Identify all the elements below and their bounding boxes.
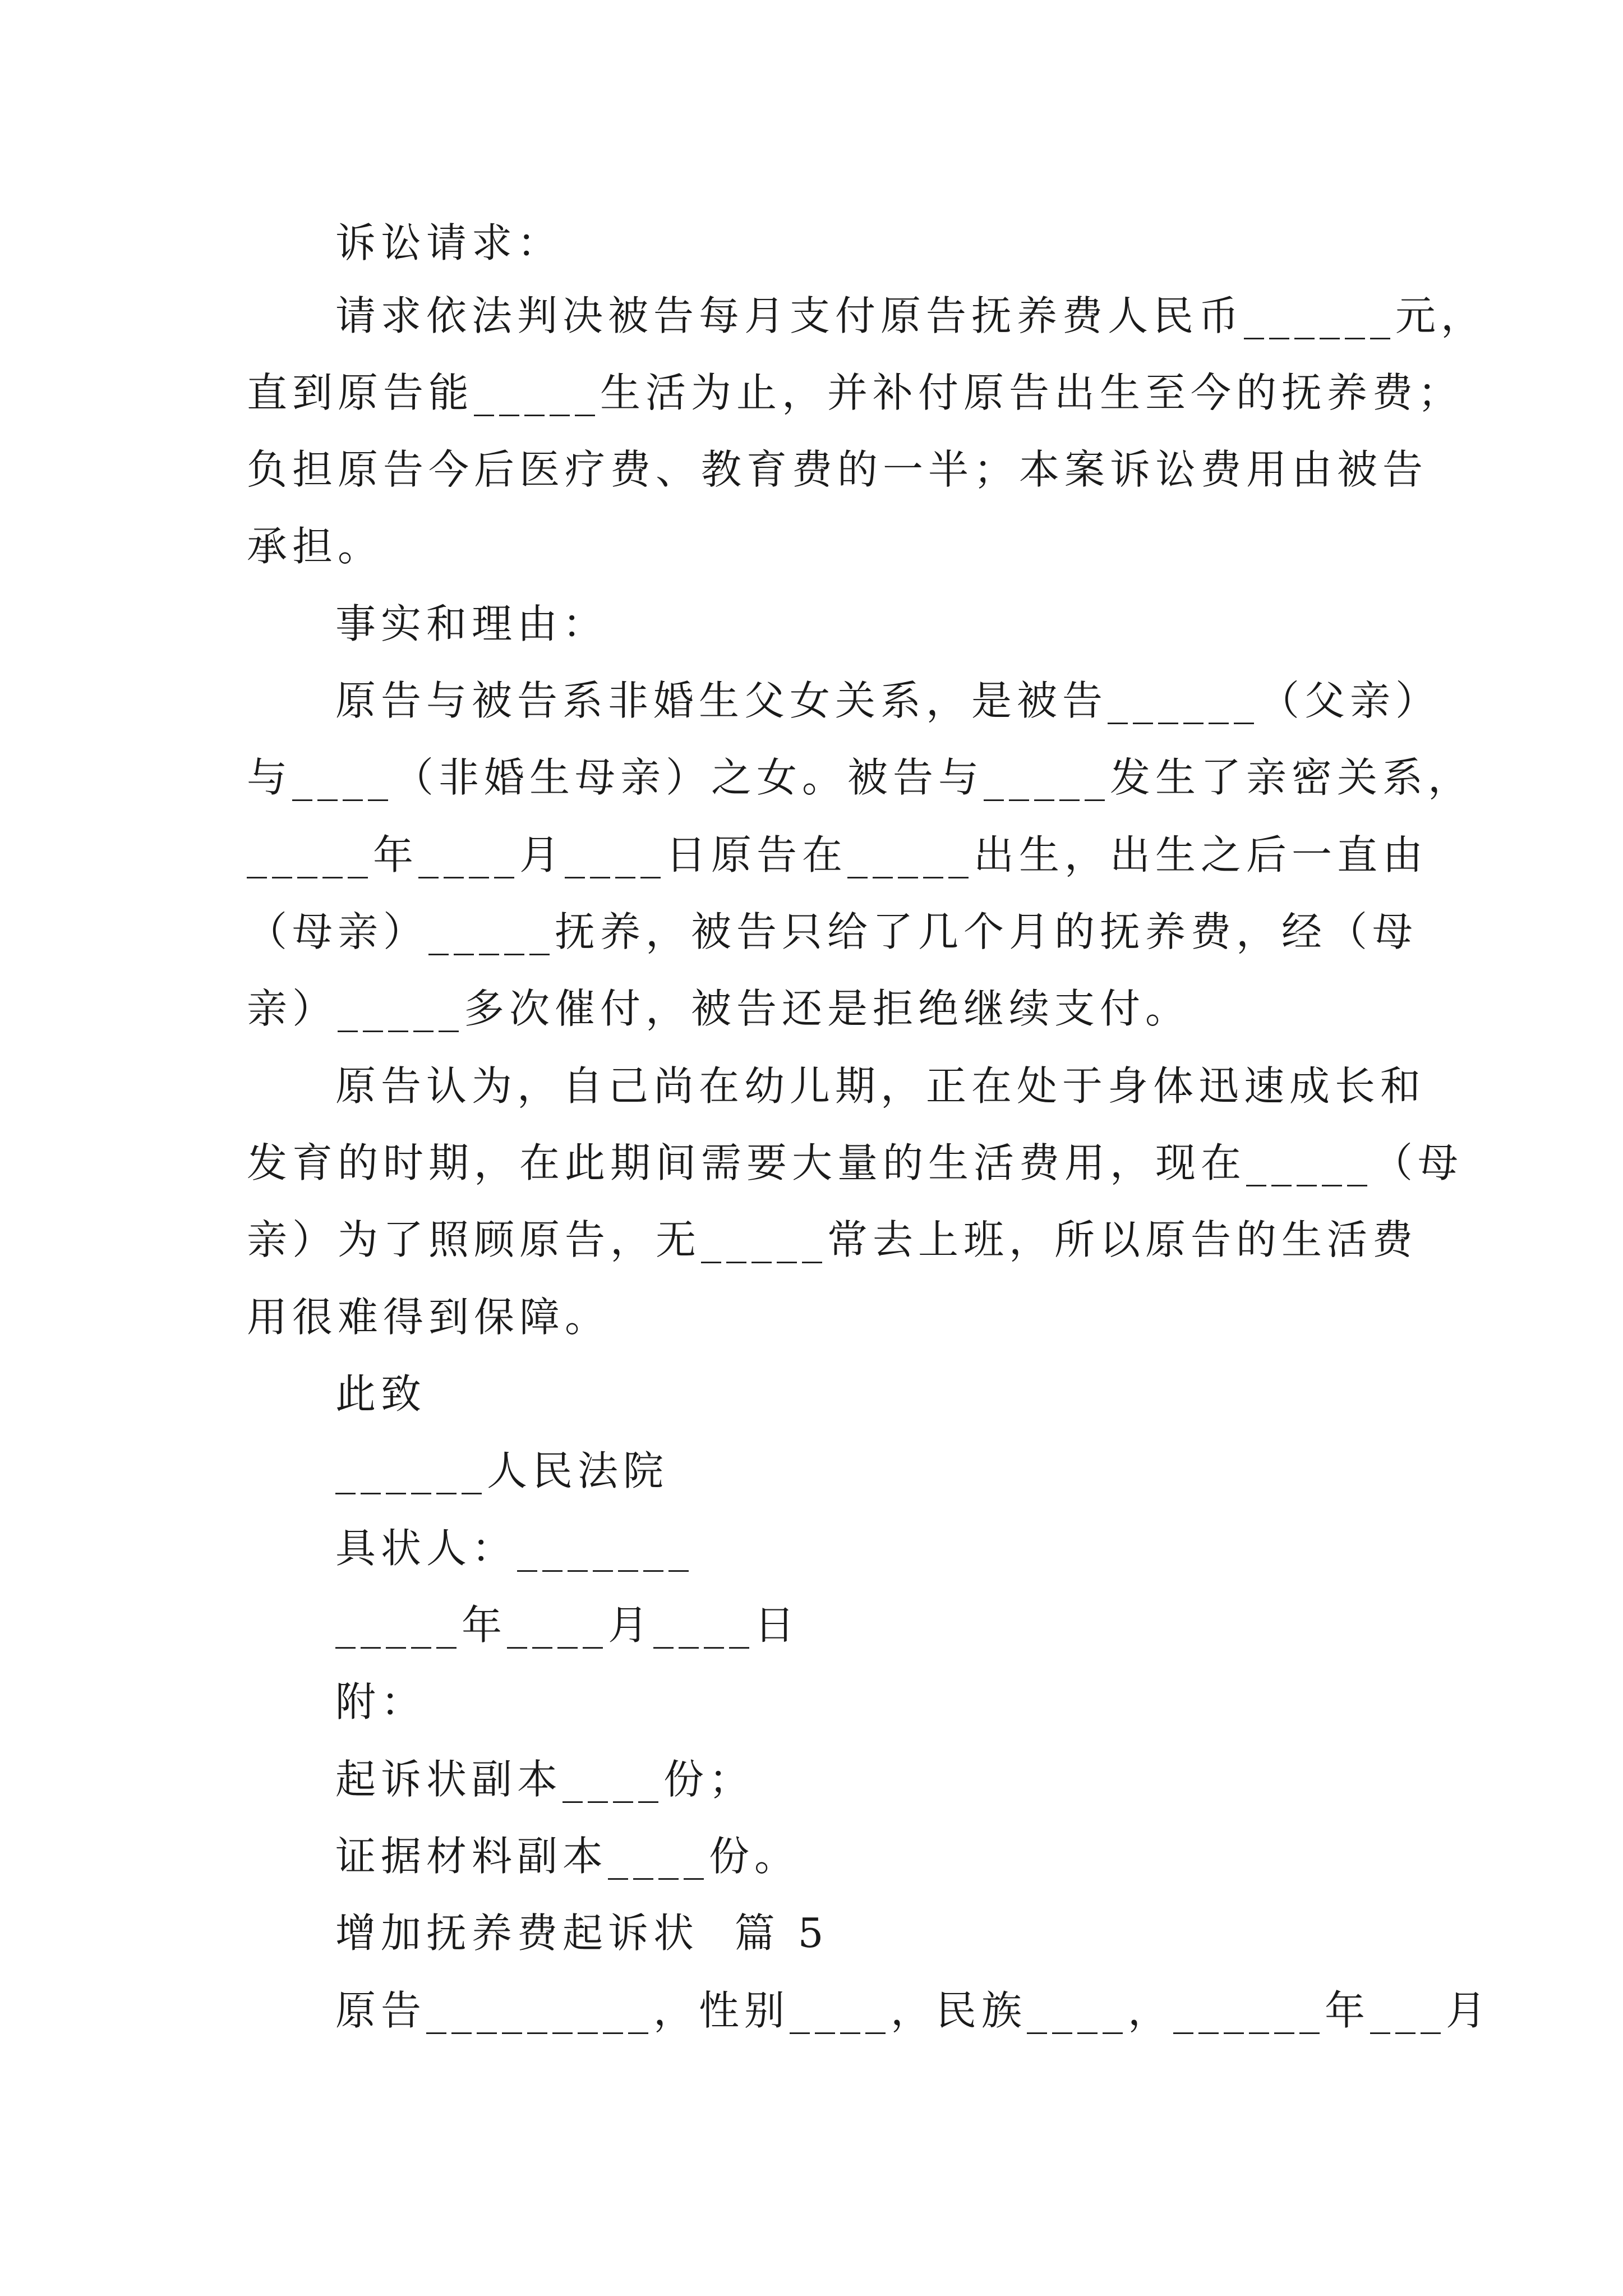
court-line: ______人民法院 (335, 1447, 669, 1494)
appendix-item: 证据材料副本____份。 (335, 1833, 800, 1880)
text-line: 用很难得到保障。 (247, 1294, 611, 1341)
text-line: 原告与被告系非婚生父女关系，是被告______（父亲） (335, 677, 1441, 724)
appendix-item: 起诉状副本____份； (335, 1756, 755, 1803)
text-line: 与____（非婚生母亲）之女。被告与_____发生了亲密关系， (247, 754, 1474, 801)
text-line: 负担原告今后医疗费、教育费的一半；本案诉讼费用由被告 (247, 446, 1428, 493)
text-line: _____年____月____日原告在_____出生，出生之后一直由 (247, 831, 1428, 878)
signer-line: 具状人：_______ (335, 1525, 694, 1572)
text-line: 亲）为了照顾原告，无_____常去上班，所以原告的生活费 (247, 1216, 1418, 1263)
text-line: 发育的时期，在此期间需要大量的生活费用，现在_____（母 (247, 1139, 1464, 1186)
date-line: _____年____月____日 (335, 1602, 800, 1649)
text-line: 承担。 (247, 523, 384, 570)
text-line: 请求依法判决被告每月支付原告抚养费人民币______元， (335, 292, 1487, 339)
text-line: （母亲）_____抚养，被告只给了几个月的抚养费，经（母 (247, 908, 1418, 955)
text-line: 原告_________，性别____，民族____，______年___月 (335, 1987, 1492, 2034)
section-title: 增加抚养费起诉状 篇 5 (335, 1910, 829, 1957)
text-line: 直到原告能_____生活为止，并补付原告出生至今的抚养费； (247, 369, 1464, 416)
text-line: 亲）_____多次催付，被告还是拒绝继续支付。 (247, 985, 1191, 1032)
heading-facts: 事实和理由： (335, 600, 608, 647)
heading-claims: 诉讼请求： (335, 219, 563, 266)
appendix-heading: 附： (335, 1678, 427, 1726)
salutation: 此致 (335, 1370, 427, 1418)
text-line: 原告认为，自己尚在幼儿期，正在处于身体迅速成长和 (335, 1062, 1426, 1110)
